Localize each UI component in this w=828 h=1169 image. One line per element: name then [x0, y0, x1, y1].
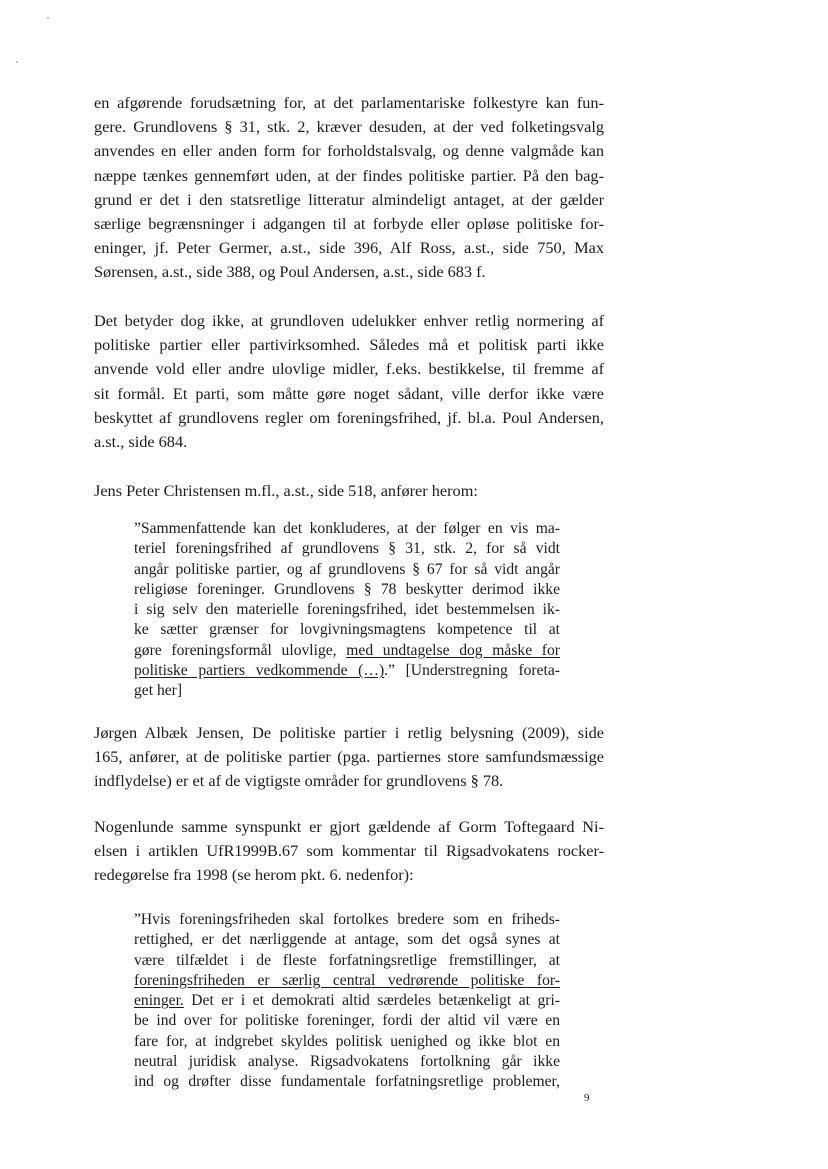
page-number: 9: [584, 1092, 590, 1104]
text-line: indflydelse) er et af de vigtigste områder for grundlovens § 78.: [94, 771, 504, 791]
text-line: særlige begrænsninger i adgangen til at forbyde eller opløse politiske for-: [94, 214, 604, 234]
text-line: en afgørende forudsætning for, at det parlamentariske folkestyre kan fun-: [94, 93, 604, 112]
text-line: grund er det i den statsretlige litteratur almindeligt antaget, at der gælder: [94, 189, 604, 209]
scan-speck: [16, 61, 18, 63]
block-quote-2: [134, 910, 560, 1093]
text-line: Det betyder dog ikke, at grundloven udelukker enhver retlig normering af: [94, 311, 604, 330]
paragraph-5: [94, 815, 604, 888]
text-line: elsen i artiklen UfR1999B.67 som kommentar til Rigsadvokatens rocker-: [94, 841, 604, 861]
quote-text: .” [Understregning foreta-: [384, 662, 560, 680]
paragraph-3: [94, 479, 604, 503]
underlined-text: foreningsfriheden er særlig central vedrørende politiske for-: [134, 971, 560, 989]
quote-line: neutral juridisk analyse. Rigsadvokatens fortolkning går ikke: [134, 1053, 560, 1071]
text-line: 165, anfører, at de politiske partier (pga. partiernes store samfundsmæssige: [94, 747, 604, 767]
quote-line: [134, 641, 560, 661]
text-line: a.st., side 684.: [94, 432, 188, 452]
quote-line: [134, 661, 560, 681]
text-line: Sørensen, a.st., side 388, og Poul Andersen, a.st., side 683 f.: [94, 262, 486, 282]
quote-line: i sig selv den materielle foreningsfrihed, idet bestemmelsen ik-: [134, 601, 560, 619]
scan-speck: [47, 17, 49, 19]
paragraph-4: [94, 721, 604, 794]
quote-line: rettighed, er det nærliggende at antage, som det også synes at: [134, 931, 560, 949]
text-line: Jens Peter Christensen m.fl., a.st., side 518, anfører herom:: [94, 481, 478, 500]
quote-line: ind og drøfter disse fundamentale forfatningsretlige problemer,: [134, 1073, 560, 1091]
quote-text: Det er i et demokrati altid særdeles betænkeligt at gri-: [183, 992, 560, 1010]
text-line: Jørgen Albæk Jensen, De politiske partier i retlig belysning (2009), side: [94, 723, 604, 742]
text-line: beskyttet af grundlovens regler om foreningsfrihed, jf. bl.a. Poul Andersen,: [94, 407, 604, 427]
quote-line: [134, 991, 560, 1011]
quote-line: religiøse foreninger. Grundlovens § 78 beskytter derimod ikke: [134, 580, 560, 598]
underlined-text: med undtagelse dog måske for: [346, 641, 560, 659]
text-line: sit formål. Et parti, som måtte gøre noget sådant, ville derfor ikke være: [94, 383, 604, 403]
text-line: redegørelse fra 1998 (se herom pkt. 6. nedenfor):: [94, 865, 414, 885]
quote-line: teriel foreningsfrihed af grundlovens § 31, stk. 2, for så vidt: [134, 540, 560, 558]
underlined-text: eninger.: [134, 992, 184, 1010]
paragraph-1: [94, 91, 604, 285]
quote-line: fare for, at indgrebet skyldes politisk uenighed og ikke blot en: [134, 1032, 560, 1050]
text-line: Nogenlunde samme synspunkt er gjort gældende af Gorm Toftegaard Ni-: [94, 817, 604, 836]
text-line: eninger, jf. Peter Germer, a.st., side 396, Alf Ross, a.st., side 750, Max: [94, 238, 604, 258]
text-line: anvende vold eller andre ulovlige midler, f.eks. bestikkelse, til fremme af: [94, 359, 604, 379]
quote-line: være tilfældet i de fleste forfatningsretlige fremstillinger, at: [134, 951, 560, 969]
quote-line: get her]: [134, 682, 183, 700]
quote-line: be ind over for politiske foreninger, fordi der altid vil være en: [134, 1012, 560, 1030]
block-quote-1: [134, 519, 560, 702]
quote-line: ke sætter grænser for lovgivningsmagtens kompetence til at: [134, 621, 560, 639]
paragraph-2: [94, 309, 604, 454]
text-line: politiske partier eller partivirksomhed. Således må et politisk parti ikke: [94, 335, 604, 355]
text-line: næppe tænkes gennemført uden, at der findes politiske partier. På den bag-: [94, 165, 604, 185]
text-line: anvendes en eller anden form for forholdstalsvalg, og denne valgmåde kan: [94, 141, 604, 161]
text-line: gere. Grundlovens § 31, stk. 2, kræver desuden, at der ved folketingsvalg: [94, 117, 604, 137]
quote-line: ”Hvis foreningsfriheden skal fortolkes bredere som en friheds-: [134, 911, 560, 928]
quote-line: ”Sammenfattende kan det konkluderes, at der følger en vis ma-: [134, 520, 560, 537]
quote-line: angår politiske partier, og af grundlovens § 67 for så vidt angår: [134, 560, 560, 578]
quote-text: gøre foreningsformål ulovlige,: [134, 641, 347, 659]
underlined-text: politiske partiers vedkommende (…): [134, 662, 385, 680]
